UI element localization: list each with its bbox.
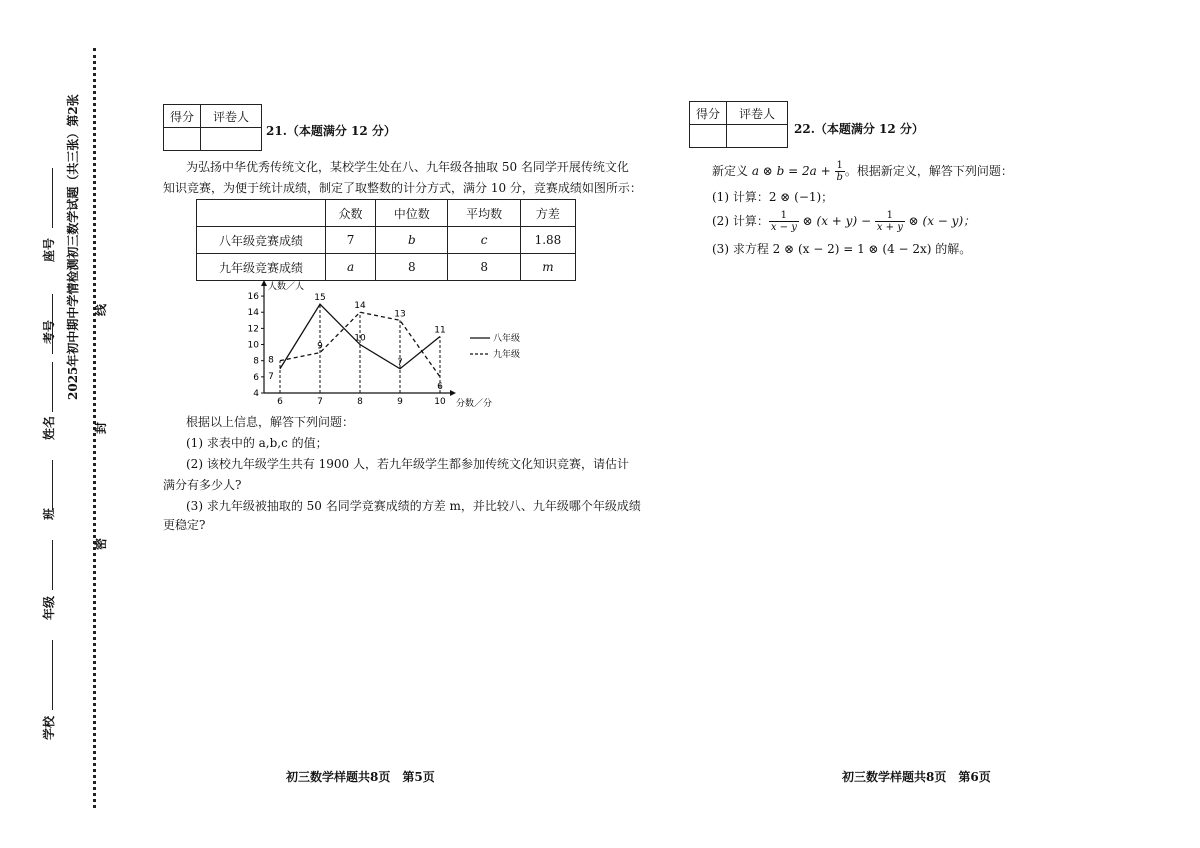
y-tick-label: 6 xyxy=(253,372,259,383)
part2-prefix: (2) 计算： xyxy=(712,214,769,228)
stats-table xyxy=(196,199,576,281)
score-box-21 xyxy=(163,104,262,151)
data-label: 13 xyxy=(394,309,406,320)
data-label: 6 xyxy=(437,381,443,392)
question-22-title: 22.（本题满分 12 分） xyxy=(794,122,924,136)
grader-cell[interactable] xyxy=(201,128,262,151)
field-name-label: 姓名 xyxy=(42,415,56,440)
data-label: 8 xyxy=(268,355,274,366)
score-cell[interactable] xyxy=(164,128,201,151)
table-cell: b xyxy=(376,227,448,254)
score-header: 得分 xyxy=(690,102,727,125)
field-exam-no-blank[interactable] xyxy=(52,294,53,354)
q21-intro-line2: 知识竞赛，为便于统计成绩，制定了取整数的计分方式，满分 10 分，竞赛成绩如图所示： xyxy=(163,181,642,195)
field-school-label: 学校 xyxy=(42,715,56,740)
part2-fraction-2 xyxy=(875,210,905,233)
table-cell: 7 xyxy=(326,227,376,254)
field-seat-label: 座号 xyxy=(42,237,56,262)
definition-expression: a ⊗ b = 2a + xyxy=(751,164,835,178)
question-21-title: 21.（本题满分 12 分） xyxy=(266,124,396,138)
field-school-blank[interactable] xyxy=(52,640,53,710)
definition-fraction xyxy=(835,160,845,183)
part2-middle-2: ⊗ (x − y)； xyxy=(904,214,976,228)
fraction-numerator: 1 xyxy=(835,160,845,172)
data-label: 14 xyxy=(354,301,366,312)
x-tick-label: 8 xyxy=(357,397,363,407)
table-header-cell: 平均数 xyxy=(448,200,520,227)
fraction-denominator: x + y xyxy=(876,222,903,233)
q21-part3-line2: 更稳定? xyxy=(163,518,206,532)
field-class-label: 班 xyxy=(42,507,56,520)
x-tick-label: 6 xyxy=(277,397,283,407)
fraction-numerator: 1 xyxy=(769,210,799,222)
field-name-blank[interactable] xyxy=(52,362,53,412)
y-tick-label: 14 xyxy=(247,308,259,319)
field-grade-label: 年级 xyxy=(42,595,56,620)
seal-char-feng: 封 xyxy=(94,421,108,434)
field-exam-no-label: 考号 xyxy=(42,319,56,344)
q21-part3-line1: (3) 求九年级被抽取的 50 名同学竞赛成绩的方差 m，并比较八、九年级哪个年级成绩 xyxy=(186,499,641,513)
field-seat-blank[interactable] xyxy=(52,168,53,228)
data-label: 7 xyxy=(397,357,403,368)
score-header: 得分 xyxy=(164,105,201,128)
table-cell: 8 xyxy=(448,254,520,281)
q21-prompt: 根据以上信息，解答下列问题： xyxy=(186,415,355,429)
definition-prefix: 新定义 xyxy=(712,164,752,178)
y-tick-label: 4 xyxy=(253,389,259,399)
table-cell: 1.88 xyxy=(520,227,575,254)
legend-label: 八年级 xyxy=(493,334,521,344)
score-cell[interactable] xyxy=(690,125,727,148)
seal-char-mi: 密 xyxy=(94,537,108,550)
data-label: 15 xyxy=(314,293,326,304)
exam-title-vertical: 2025年初中期中学情检测初三数学试题（共三张）第2张 xyxy=(66,94,80,400)
table-cell: 8 xyxy=(376,254,448,281)
y-axis-arrow xyxy=(261,280,267,286)
y-tick-label: 10 xyxy=(247,340,259,351)
part2-middle-1: ⊗ (x + y) − xyxy=(798,214,875,228)
field-grade-blank[interactable] xyxy=(52,540,53,590)
y-tick-label: 16 xyxy=(247,292,259,303)
q22-definition xyxy=(712,160,1013,183)
table-cell: m xyxy=(520,254,575,281)
y-tick-label: 12 xyxy=(247,324,259,335)
q22-part1: (1) 计算：2 ⊗ (−1)； xyxy=(712,190,834,204)
table-row xyxy=(197,227,576,254)
y-tick-label: 8 xyxy=(253,356,259,367)
q22-part2 xyxy=(712,210,975,233)
score-box-22 xyxy=(689,101,788,148)
table-cell: 八年级竞赛成绩 xyxy=(197,227,326,254)
table-header-cell: 方差 xyxy=(520,200,575,227)
part2-fraction-1 xyxy=(769,210,799,233)
fraction-numerator: 1 xyxy=(875,210,905,222)
table-cell: 九年级竞赛成绩 xyxy=(197,254,326,281)
page-footer-left: 初三数学样题共8页 第5页 xyxy=(286,770,435,784)
q22-part3: (3) 求方程 2 ⊗ (x − 2) = 1 ⊗ (4 − 2x) 的解。 xyxy=(712,242,972,256)
table-cell: a xyxy=(326,254,376,281)
table-cell: c xyxy=(448,227,520,254)
x-tick-label: 9 xyxy=(397,397,403,407)
grader-cell[interactable] xyxy=(727,125,788,148)
legend-label: 九年级 xyxy=(493,350,521,360)
x-tick-label: 10 xyxy=(434,397,446,407)
fraction-denominator: x − y xyxy=(770,222,797,233)
y-axis-label: 人数／人 xyxy=(268,282,305,292)
field-class-blank[interactable] xyxy=(52,460,53,510)
seal-char-xian: 线 xyxy=(94,303,108,316)
fraction-denominator: b xyxy=(836,172,843,183)
data-label: 7 xyxy=(268,371,274,382)
x-axis-label: 分数／分 xyxy=(456,399,493,409)
table-row xyxy=(197,254,576,281)
q21-part2-line1: (2) 该校九年级学生共有 1900 人，若九年级学生都参加传统文化知识竞赛，请估计 xyxy=(186,457,629,471)
definition-suffix: 。根据新定义，解答下列问题： xyxy=(844,164,1013,178)
q21-part1: (1) 求表中的 a,b,c 的值； xyxy=(186,436,328,450)
grader-header: 评卷人 xyxy=(727,102,788,125)
table-header-cell: 众数 xyxy=(326,200,376,227)
page-footer-right: 初三数学样题共8页 第6页 xyxy=(842,770,991,784)
data-label: 11 xyxy=(434,325,446,336)
data-label: 10 xyxy=(354,333,366,344)
table-header-cell: 中位数 xyxy=(376,200,448,227)
grader-header: 评卷人 xyxy=(201,105,262,128)
x-tick-label: 7 xyxy=(317,397,323,407)
table-header-cell xyxy=(197,200,326,227)
data-label: 9 xyxy=(317,341,323,352)
q21-intro-line1: 为弘扬中华优秀传统文化，某校学生处在八、九年级各抽取 50 名同学开展传统文化 xyxy=(186,160,629,174)
table-header-row xyxy=(197,200,576,227)
x-axis-arrow xyxy=(450,390,456,396)
score-line-chart xyxy=(244,280,534,412)
q21-part2-line2: 满分有多少人? xyxy=(163,478,242,492)
